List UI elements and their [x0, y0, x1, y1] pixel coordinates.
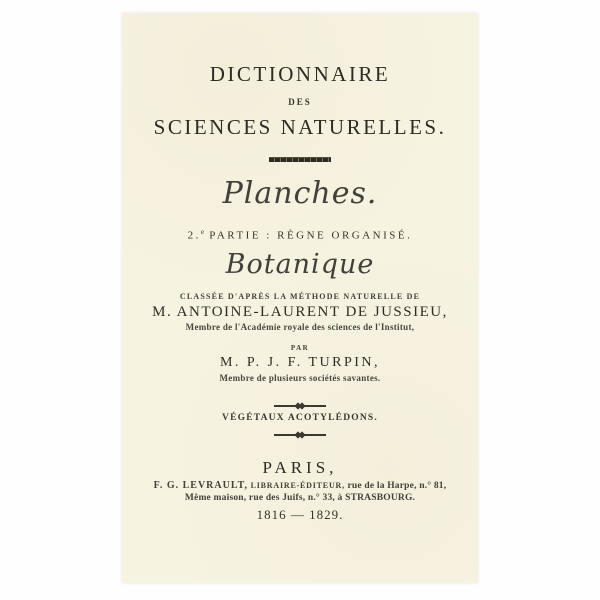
- publisher-role: LIBRAIRE-ÉDITEUR,: [250, 481, 345, 490]
- part-number: 2.: [187, 229, 201, 242]
- part-text: PARTIE : RÈGNE ORGANISÉ.: [209, 229, 413, 242]
- section-label-vegetaux: VÉGÉTAUX ACOTYLÉDONS.: [222, 413, 378, 423]
- ornament-diamond-icon: [298, 431, 305, 438]
- ornament-bottom: [122, 432, 478, 438]
- ornament-diamond-icon: [298, 402, 305, 409]
- ornament-line-icon: [304, 405, 326, 407]
- title-line-des: DES: [288, 97, 312, 107]
- ornament-line-icon: [274, 434, 296, 436]
- imprint-years: 1816 — 1829.: [256, 507, 344, 522]
- par-label: PAR: [290, 344, 310, 352]
- publisher-address: rue de la Harpe, n.° 81,: [347, 481, 447, 491]
- imprint-publisher-line: [122, 481, 478, 492]
- book-title-page: [122, 13, 478, 583]
- imprint-city: PARIS,: [262, 458, 338, 477]
- title-line-sciences-naturelles: SCIENCES NATURELLES.: [153, 115, 447, 139]
- author-turpin-name: M. P. J. F. TURPIN,: [219, 355, 381, 370]
- subject-script-botanique: Botanique: [225, 249, 375, 280]
- title-line-dictionnaire: DICTIONNAIRE: [209, 62, 391, 86]
- ornament-top: [122, 403, 478, 409]
- author-jussieu-title: Membre de l'Académie royale des sciences de l'Institut,: [185, 322, 415, 332]
- series-script-planches: Planches.: [222, 176, 378, 211]
- part-line: [122, 229, 478, 242]
- ornament-line-icon: [274, 405, 296, 407]
- ornament-line-icon: [304, 434, 326, 436]
- author-turpin-title: Membre de plusieurs sociétés savantes.: [219, 373, 381, 383]
- publisher-name: F. G. LEVRAULT,: [153, 480, 249, 491]
- segmented-rule-bar: [269, 157, 331, 162]
- imprint-secondary-address: Même maison, rue des Juifs, n.° 33, à STRASBOURG.: [184, 493, 416, 503]
- part-superscript: e: [200, 228, 204, 236]
- classification-method-line: CLASSÉE D'APRÈS LA MÉTHODE NATURELLE DE: [179, 292, 421, 301]
- author-jussieu-name: M. ANTOINE-LAURENT DE JUSSIEU,: [152, 304, 448, 320]
- decorative-rule: [122, 157, 478, 162]
